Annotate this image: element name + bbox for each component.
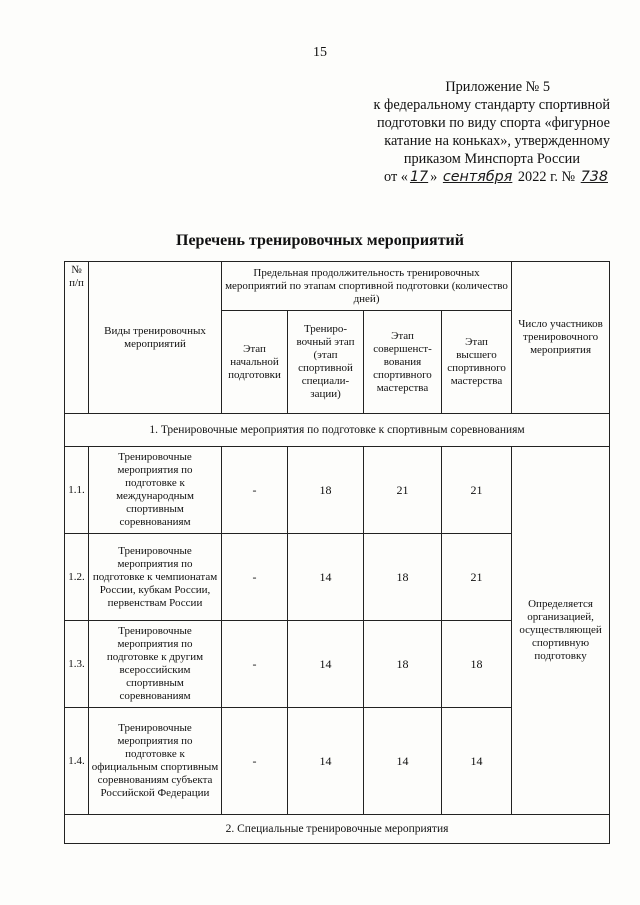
header-stage: Этап высшего спортивного мастерства	[442, 311, 512, 414]
header-stage: Этап начальной подготовки	[222, 311, 288, 414]
row-value: -	[222, 621, 288, 708]
order-year: 2022 г. №	[517, 169, 576, 185]
order-number: 738	[580, 169, 608, 185]
row-value: -	[222, 534, 288, 621]
row-value: 14	[288, 708, 364, 815]
row-value: 18	[364, 621, 442, 708]
order-day: 17	[409, 169, 429, 185]
row-value: 18	[364, 534, 442, 621]
appendix-line: катание на коньках», утвержденному	[384, 133, 610, 149]
row-value: 14	[442, 708, 512, 815]
row-value: 14	[288, 621, 364, 708]
header-num: № п/п	[65, 262, 89, 414]
date-mid: »	[430, 169, 438, 185]
training-events-table	[64, 261, 609, 844]
appendix-block	[330, 78, 610, 186]
row-value: 21	[364, 447, 442, 534]
row-number: 1.1.	[65, 447, 89, 534]
row-value: 14	[364, 708, 442, 815]
row-value: 14	[288, 534, 364, 621]
appendix-line: приказом Минспорта России	[403, 151, 580, 167]
row-number: 1.4.	[65, 708, 89, 815]
section-heading: 2. Специальные тренировочные мероприятия	[65, 815, 610, 844]
header-kind: Виды тренировочных мероприятий	[89, 262, 222, 414]
appendix-line: к федеральному стандарту спортивной	[373, 97, 610, 113]
row-kind: Тренировочные мероприятия по подготовке к официальным спортивным соревнованиям субъекта Российской Федерации	[89, 708, 222, 815]
order-month: сентября	[442, 169, 513, 185]
row-kind: Тренировочные мероприятия по подготовке к чемпионатам России, кубкам России, первенствам России	[89, 534, 222, 621]
row-value: 21	[442, 534, 512, 621]
page-number: 15	[313, 45, 327, 60]
header-duration: Предельная продолжительность тренировочных мероприятий по этапам спортивной подготовки (количество дней)	[222, 262, 512, 311]
header-participants: Число участников тренировочного мероприятия	[512, 262, 610, 414]
section-heading: 1. Тренировочные мероприятия по подготовке к спортивным соревнованиям	[65, 414, 610, 447]
row-value: 18	[442, 621, 512, 708]
appendix-title: Приложение № 5	[445, 79, 550, 95]
appendix-line: подготовки по виду спорта «фигурное	[376, 115, 610, 131]
row-kind: Тренировочные мероприятия по подготовке к международным спортивным соревнованиям	[89, 447, 222, 534]
header-stage: Трениро-вочный этап (этап спортивной специали-зации)	[288, 311, 364, 414]
row-value: 18	[288, 447, 364, 534]
order-date-line	[330, 168, 610, 186]
row-number: 1.3.	[65, 621, 89, 708]
row-kind: Тренировочные мероприятия по подготовке к другим всероссийским спортивным соревнованиям	[89, 621, 222, 708]
header-stage: Этап совершенст-вования спортивного мастерства	[364, 311, 442, 414]
participants-note: Определяется организацией, осуществляющей спортивную подготовку	[512, 447, 610, 815]
date-prefix: от «	[384, 169, 408, 185]
row-value: -	[222, 708, 288, 815]
document-title: Перечень тренировочных мероприятий	[176, 232, 464, 249]
row-value: -	[222, 447, 288, 534]
row-value: 21	[442, 447, 512, 534]
row-number: 1.2.	[65, 534, 89, 621]
